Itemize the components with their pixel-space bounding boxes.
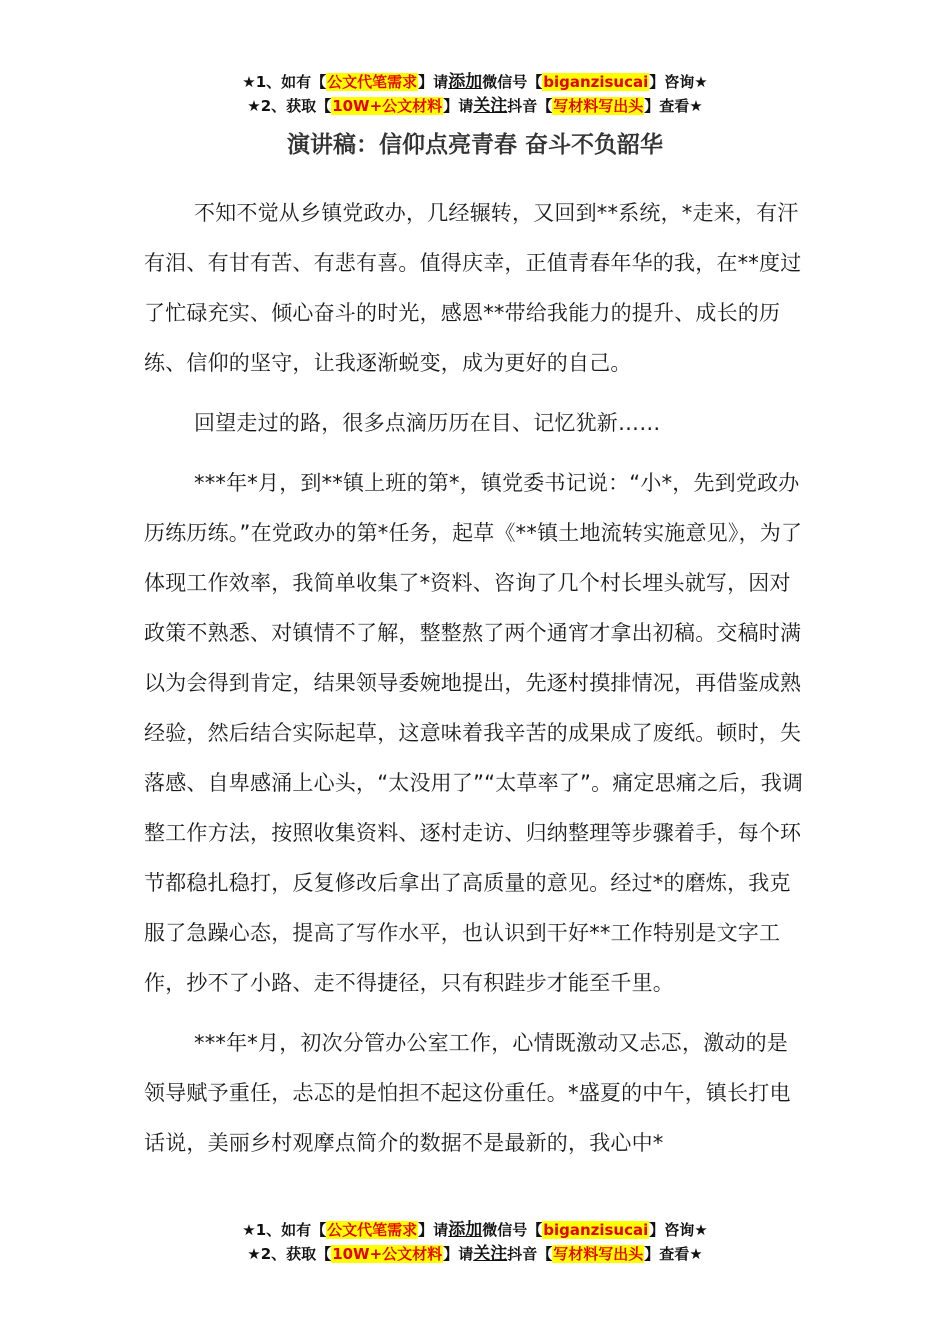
promo-line-1: ★1、如有【公文代笔需求】请添加微信号【biganzisucai】咨询★ xyxy=(242,72,708,92)
emphasis-follow: 关注 xyxy=(473,96,508,116)
document-title: 演讲稿：信仰点亮青春 奋斗不负韶华 xyxy=(286,132,663,158)
highlight-wechat-id: biganzisucai xyxy=(543,73,649,91)
promo-banner-top xyxy=(0,70,950,118)
highlight-wechat-id-footer: biganzisucai xyxy=(543,1221,649,1239)
promo-line-1-footer: ★1、如有【公文代笔需求】请添加微信号【biganzisucai】咨询★ xyxy=(242,1220,708,1240)
paragraph-3: ***年*月，到**镇上班的第*，镇党委书记说：“小*，先到党政办历练历练。”在党政办的第*任务，起草《**镇土地流转实施意见》，为了体现工作效率，我简单收集了*资料、咨询了几个村长埋头就写，因对政策不熟悉、对镇情不了解，整整熬了两个通宵才拿出初稿。交稿时满以为会得到肯定，结果领导委婉地提出，先逐村摸排情况，再借鉴成熟经验，然后结合实际起草，这意味着我辛苦的成果成了废纸。顿时，失落感、自卑感涌上心头，“太没用了”“太草率了”。痛定思痛之后，我调整工作方法，按照收集资料、逐村走访、归纳整理等步骤着手，每个环节都稳扎稳打，反复修改后拿出了高质量的意见。经过*的磨炼，我克服了急躁心态，提高了写作水平，也认识到干好**工作特别是文字工作，抄不了小路、走不得捷径，只有积跬步才能至千里。 xyxy=(144,471,804,995)
highlight-service-footer: 公文代笔需求 xyxy=(327,1221,418,1239)
promo-line-2-footer: ★2、获取【10W+公文材料】请关注抖音【写材料写出头】查看★ xyxy=(247,1244,703,1264)
document-body xyxy=(144,188,808,1178)
highlight-douyin-account: 写材料写出头 xyxy=(553,97,644,115)
highlight-materials-footer: 10W+公文材料 xyxy=(332,1245,443,1263)
promo-line-2: ★2、获取【10W+公文材料】请关注抖音【写材料写出头】查看★ xyxy=(247,96,703,116)
emphasis-follow-footer: 关注 xyxy=(473,1244,508,1264)
highlight-douyin-account-footer: 写材料写出头 xyxy=(553,1245,644,1263)
emphasis-add: 添加 xyxy=(448,72,483,92)
paragraph-4: ***年*月，初次分管办公室工作，心情既激动又忐忑，激动的是领导赋予重任，忐忑的是怕担不起这份重任。*盛夏的中午，镇长打电话说，美丽乡村观摩点简介的数据不是最新的，我心中* xyxy=(144,1031,791,1155)
paragraph-2: 回望走过的路，很多点滴历历在目、记忆犹新…… xyxy=(194,411,661,435)
paragraph-1: 不知不觉从乡镇党政办，几经辗转，又回到**系统，*走来，有汗有泪、有甘有苦、有悲有喜。值得庆幸，正值青春年华的我，在**度过了忙碌充实、倾心奋斗的时光，感恩**带给我能力的提升、成长的历练、信仰的坚守，让我逐渐蜕变，成为更好的自己。 xyxy=(144,201,802,375)
highlight-service: 公文代笔需求 xyxy=(327,73,418,91)
emphasis-add-footer: 添加 xyxy=(448,1220,483,1240)
promo-banner-bottom xyxy=(0,1218,950,1266)
highlight-materials: 10W+公文材料 xyxy=(332,97,443,115)
